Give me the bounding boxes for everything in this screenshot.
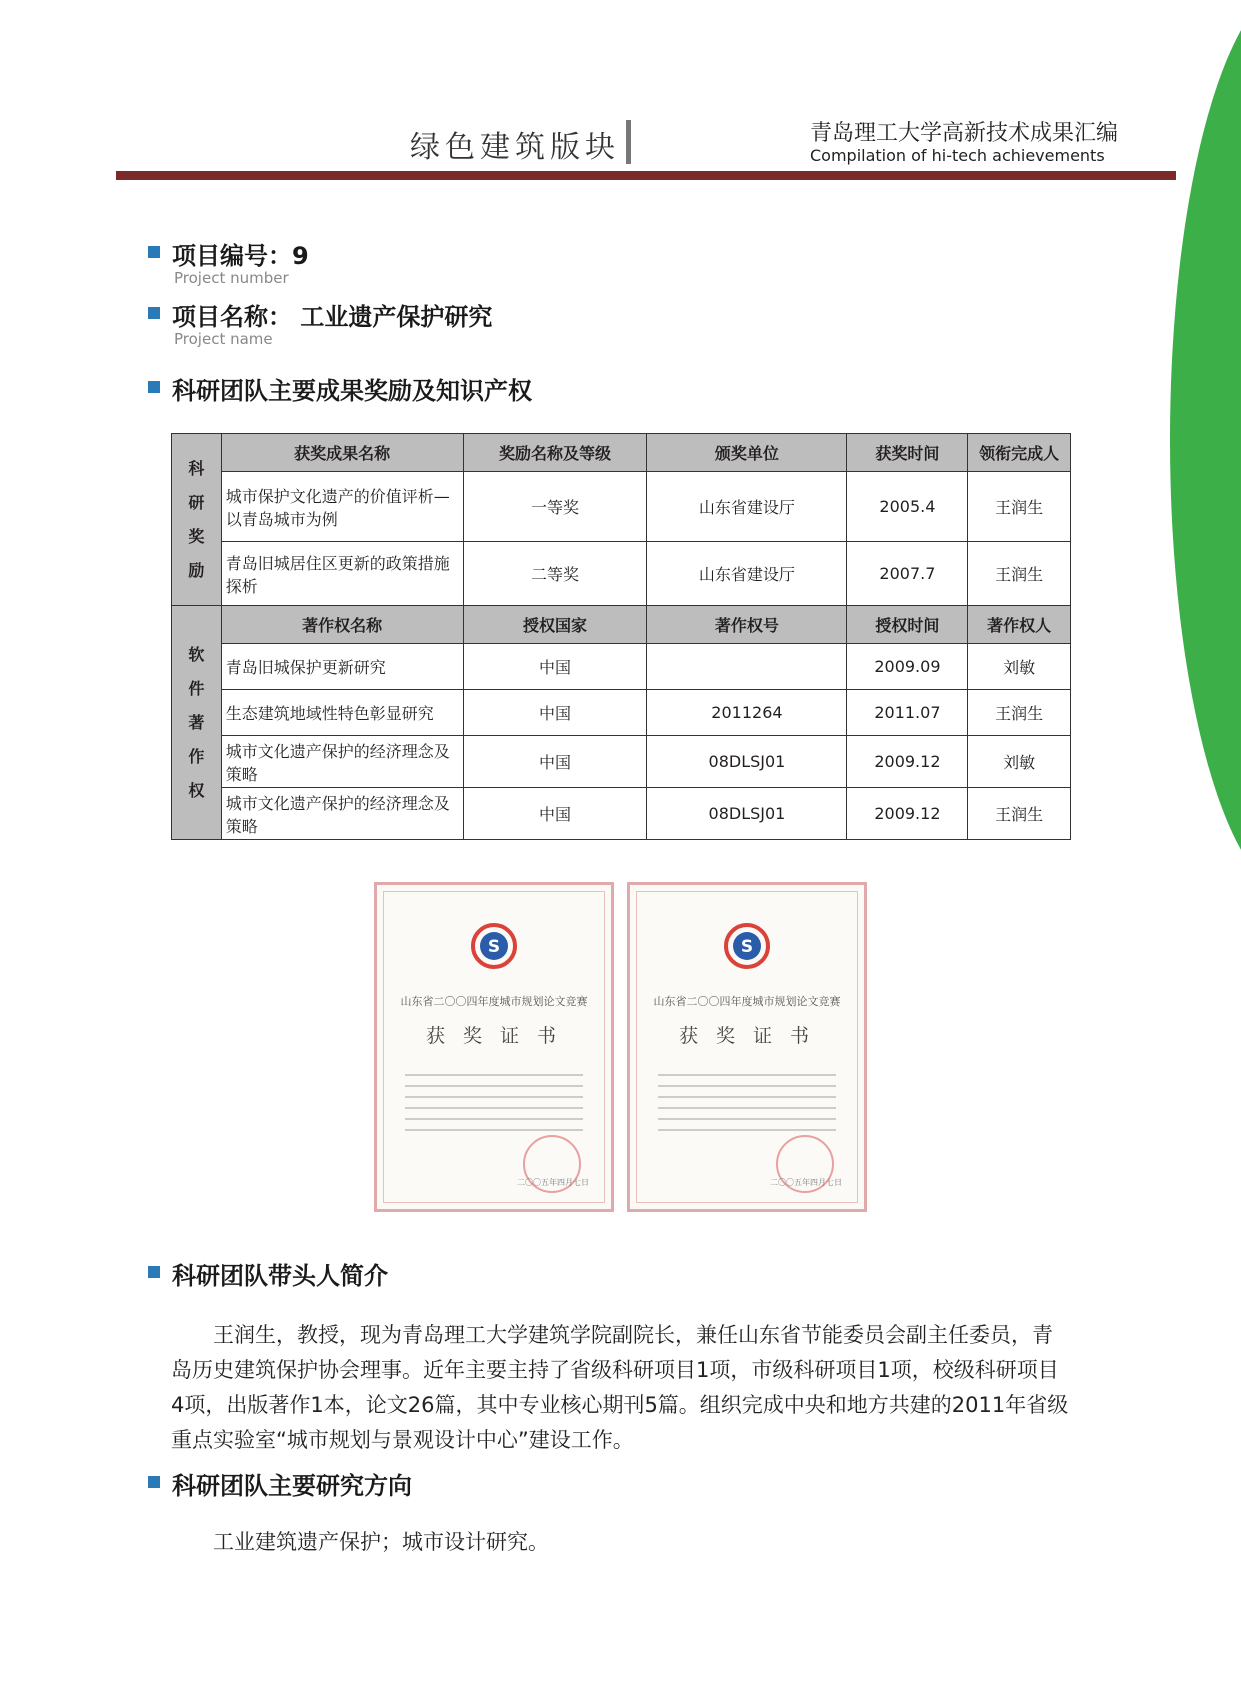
project-name: 项目名称： 工业遗产保护研究: [172, 303, 493, 331]
table-cell: 2009.09: [847, 644, 968, 690]
column-header: 获奖时间: [847, 434, 968, 472]
bullet-icon: [148, 1266, 160, 1278]
certificate-body: [658, 1065, 836, 1140]
project-name-en: Project name: [174, 330, 273, 348]
table-cell: 山东省建设厅: [647, 542, 847, 606]
table-cell: 青岛旧城保护更新研究: [221, 644, 463, 690]
table-cell: 2011264: [647, 690, 847, 736]
leader-heading: 科研团队带头人简介: [172, 1262, 388, 1290]
table-row: [172, 472, 1071, 542]
section-title: 绿色建筑版块: [410, 130, 620, 165]
project-number-en: Project number: [174, 269, 289, 287]
table-cell: 王润生: [968, 690, 1071, 736]
column-header: 获奖成果名称: [221, 434, 463, 472]
header-divider: [626, 120, 631, 164]
column-header: 领衔完成人: [968, 434, 1071, 472]
table-row: [172, 644, 1071, 690]
table-row: [172, 736, 1071, 788]
table-cell: 2005.4: [847, 472, 968, 542]
certificate-title: 获 奖 证 书: [678, 1025, 816, 1047]
certificate-competition: 山东省二〇〇四年度城市规划论文竞赛: [400, 995, 588, 1008]
svg-text:S: S: [487, 937, 501, 957]
direction-text: 工业建筑遗产保护；城市设计研究。: [213, 1530, 549, 1554]
certificate-logo-icon: [471, 923, 517, 969]
table-row: [172, 542, 1071, 606]
table-cell: 王润生: [968, 472, 1071, 542]
table-cell: 2007.7: [847, 542, 968, 606]
column-header: 著作权人: [968, 606, 1071, 644]
table-cell: 2009.12: [847, 736, 968, 788]
certificate-logo-icon: [724, 923, 770, 969]
table-row: [172, 434, 1071, 472]
certificate-date: 二〇〇五年四月七日: [517, 1178, 589, 1187]
header-rule: [116, 171, 1176, 180]
table-cell: 2009.12: [847, 788, 968, 840]
bullet-icon: [148, 246, 160, 258]
table-cell: 城市保护文化遗产的价值评析—以青岛城市为例: [221, 472, 463, 542]
table-cell: 城市文化遗产保护的经济理念及策略: [221, 736, 463, 788]
table-cell: 刘敏: [968, 644, 1071, 690]
table-cell: 2011.07: [847, 690, 968, 736]
awards-table: [171, 433, 1071, 840]
software-side-label: 软 件 著 作 权: [172, 606, 222, 840]
column-header: 颁奖单位: [647, 434, 847, 472]
bullet-icon: [148, 307, 160, 319]
table-cell: 一等奖: [463, 472, 647, 542]
table-cell: 08DLSJ01: [647, 736, 847, 788]
bullet-icon: [148, 381, 160, 393]
certificate-date: 二〇〇五年四月七日: [770, 1178, 842, 1187]
table-cell: 中国: [463, 788, 647, 840]
bullet-icon: [148, 1476, 160, 1488]
table-cell: 08DLSJ01: [647, 788, 847, 840]
table-cell: 中国: [463, 644, 647, 690]
award-certificate: [374, 882, 614, 1212]
awards-heading: 科研团队主要成果奖励及知识产权: [172, 377, 532, 405]
table-cell: 生态建筑地域性特色彰显研究: [221, 690, 463, 736]
table-cell: 中国: [463, 690, 647, 736]
table-cell: [647, 644, 847, 690]
table-cell: 中国: [463, 736, 647, 788]
project-number: 项目编号：9: [172, 242, 309, 270]
research-side-label: 科 研 奖 励: [172, 434, 222, 606]
direction-heading: 科研团队主要研究方向: [172, 1472, 412, 1500]
table-cell: 王润生: [968, 788, 1071, 840]
table-row: [172, 690, 1071, 736]
publication-title-en: Compilation of hi-tech achievements: [810, 146, 1105, 165]
table-cell: 青岛旧城居住区更新的政策措施探析: [221, 542, 463, 606]
certificate-body: [405, 1065, 583, 1140]
leader-description: 王润生，教授，现为青岛理工大学建筑学院副院长，兼任山东省节能委员会副主任委员，青岛历史建筑保护协会理事。近年主要主持了省级科研项目1项，市级科研项目1项，校级科研项目4项，出版著作1本，论文26篇，其中专业核心期刊5篇。组织完成中央和地方共建的2011年省级重点实验室“城市规划与景观设计中心”建设工作。: [171, 1323, 1069, 1452]
column-header: 著作权号: [647, 606, 847, 644]
publication-title-cn: 青岛理工大学高新技术成果汇编: [810, 121, 1119, 146]
certificate-title: 获 奖 证 书: [425, 1025, 563, 1047]
table-cell: 城市文化遗产保护的经济理念及策略: [221, 788, 463, 840]
table-cell: 二等奖: [463, 542, 647, 606]
column-header: 授权国家: [463, 606, 647, 644]
award-certificate: [627, 882, 867, 1212]
column-header: 授权时间: [847, 606, 968, 644]
table-cell: 山东省建设厅: [647, 472, 847, 542]
table-cell: 王润生: [968, 542, 1071, 606]
column-header: 著作权名称: [221, 606, 463, 644]
table-cell: 刘敏: [968, 736, 1071, 788]
decorative-green-arc: [1170, 0, 1241, 900]
table-row: [172, 788, 1071, 840]
certificate-competition: 山东省二〇〇四年度城市规划论文竞赛: [653, 995, 841, 1008]
svg-text:S: S: [740, 937, 754, 957]
table-row: [172, 606, 1071, 644]
column-header: 奖励名称及等级: [463, 434, 647, 472]
